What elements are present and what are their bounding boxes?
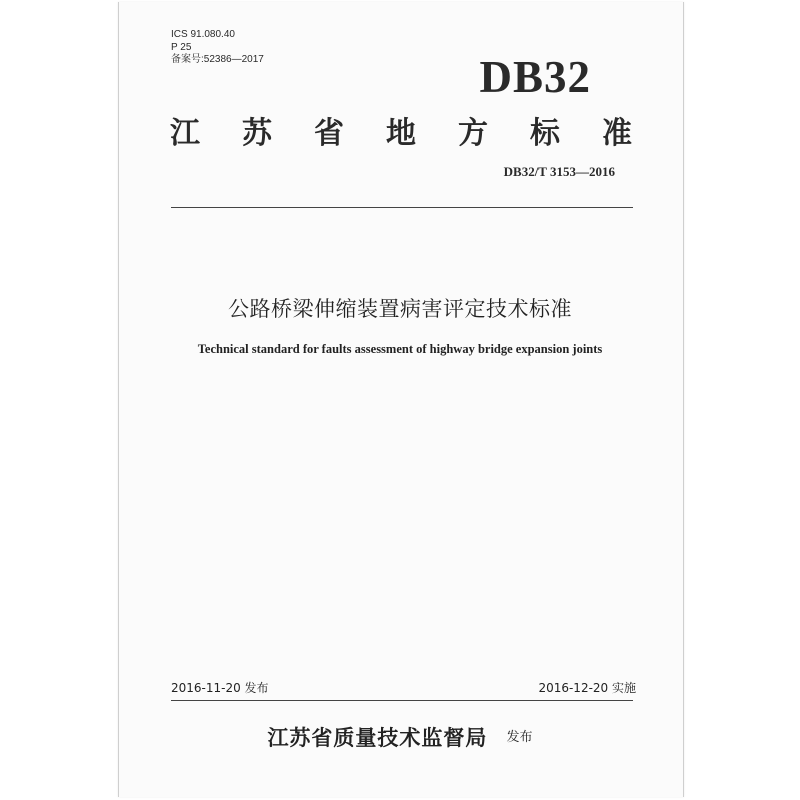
standard-type-char: 苏: [242, 116, 272, 151]
db-code: DB32: [479, 52, 591, 102]
filing-number: 备案号:52386—2017: [171, 54, 264, 65]
bottom-divider: [171, 700, 633, 701]
issuer-action: 发布: [506, 730, 533, 745]
standard-type-char: 准: [602, 116, 632, 151]
publisher-line: [118, 724, 682, 752]
standard-type-char: 地: [386, 116, 416, 151]
standard-type-char: 标: [530, 116, 560, 151]
standard-number: DB32/T 3153—2016: [503, 164, 615, 179]
standard-type-heading: [170, 114, 632, 154]
title-chinese: 公路桥梁伸缩装置病害评定技术标准: [228, 297, 572, 321]
issuer-name: 江苏省质量技术监督局: [267, 725, 488, 750]
standard-type-char: 江: [170, 116, 200, 151]
ics-code: ICS 91.080.40: [171, 29, 235, 40]
standard-type-char: 方: [458, 116, 488, 151]
class-code: P 25: [171, 41, 192, 53]
title-english: Technical standard for faults assessment of highway bridge expansion joints: [197, 342, 603, 356]
classification-block: [171, 29, 264, 67]
implementation-date: 2016-12-20 实施: [538, 681, 636, 695]
top-divider: [171, 207, 633, 208]
standard-type-char: 省: [314, 116, 344, 151]
issue-date: 2016-11-20 发布: [171, 681, 269, 695]
